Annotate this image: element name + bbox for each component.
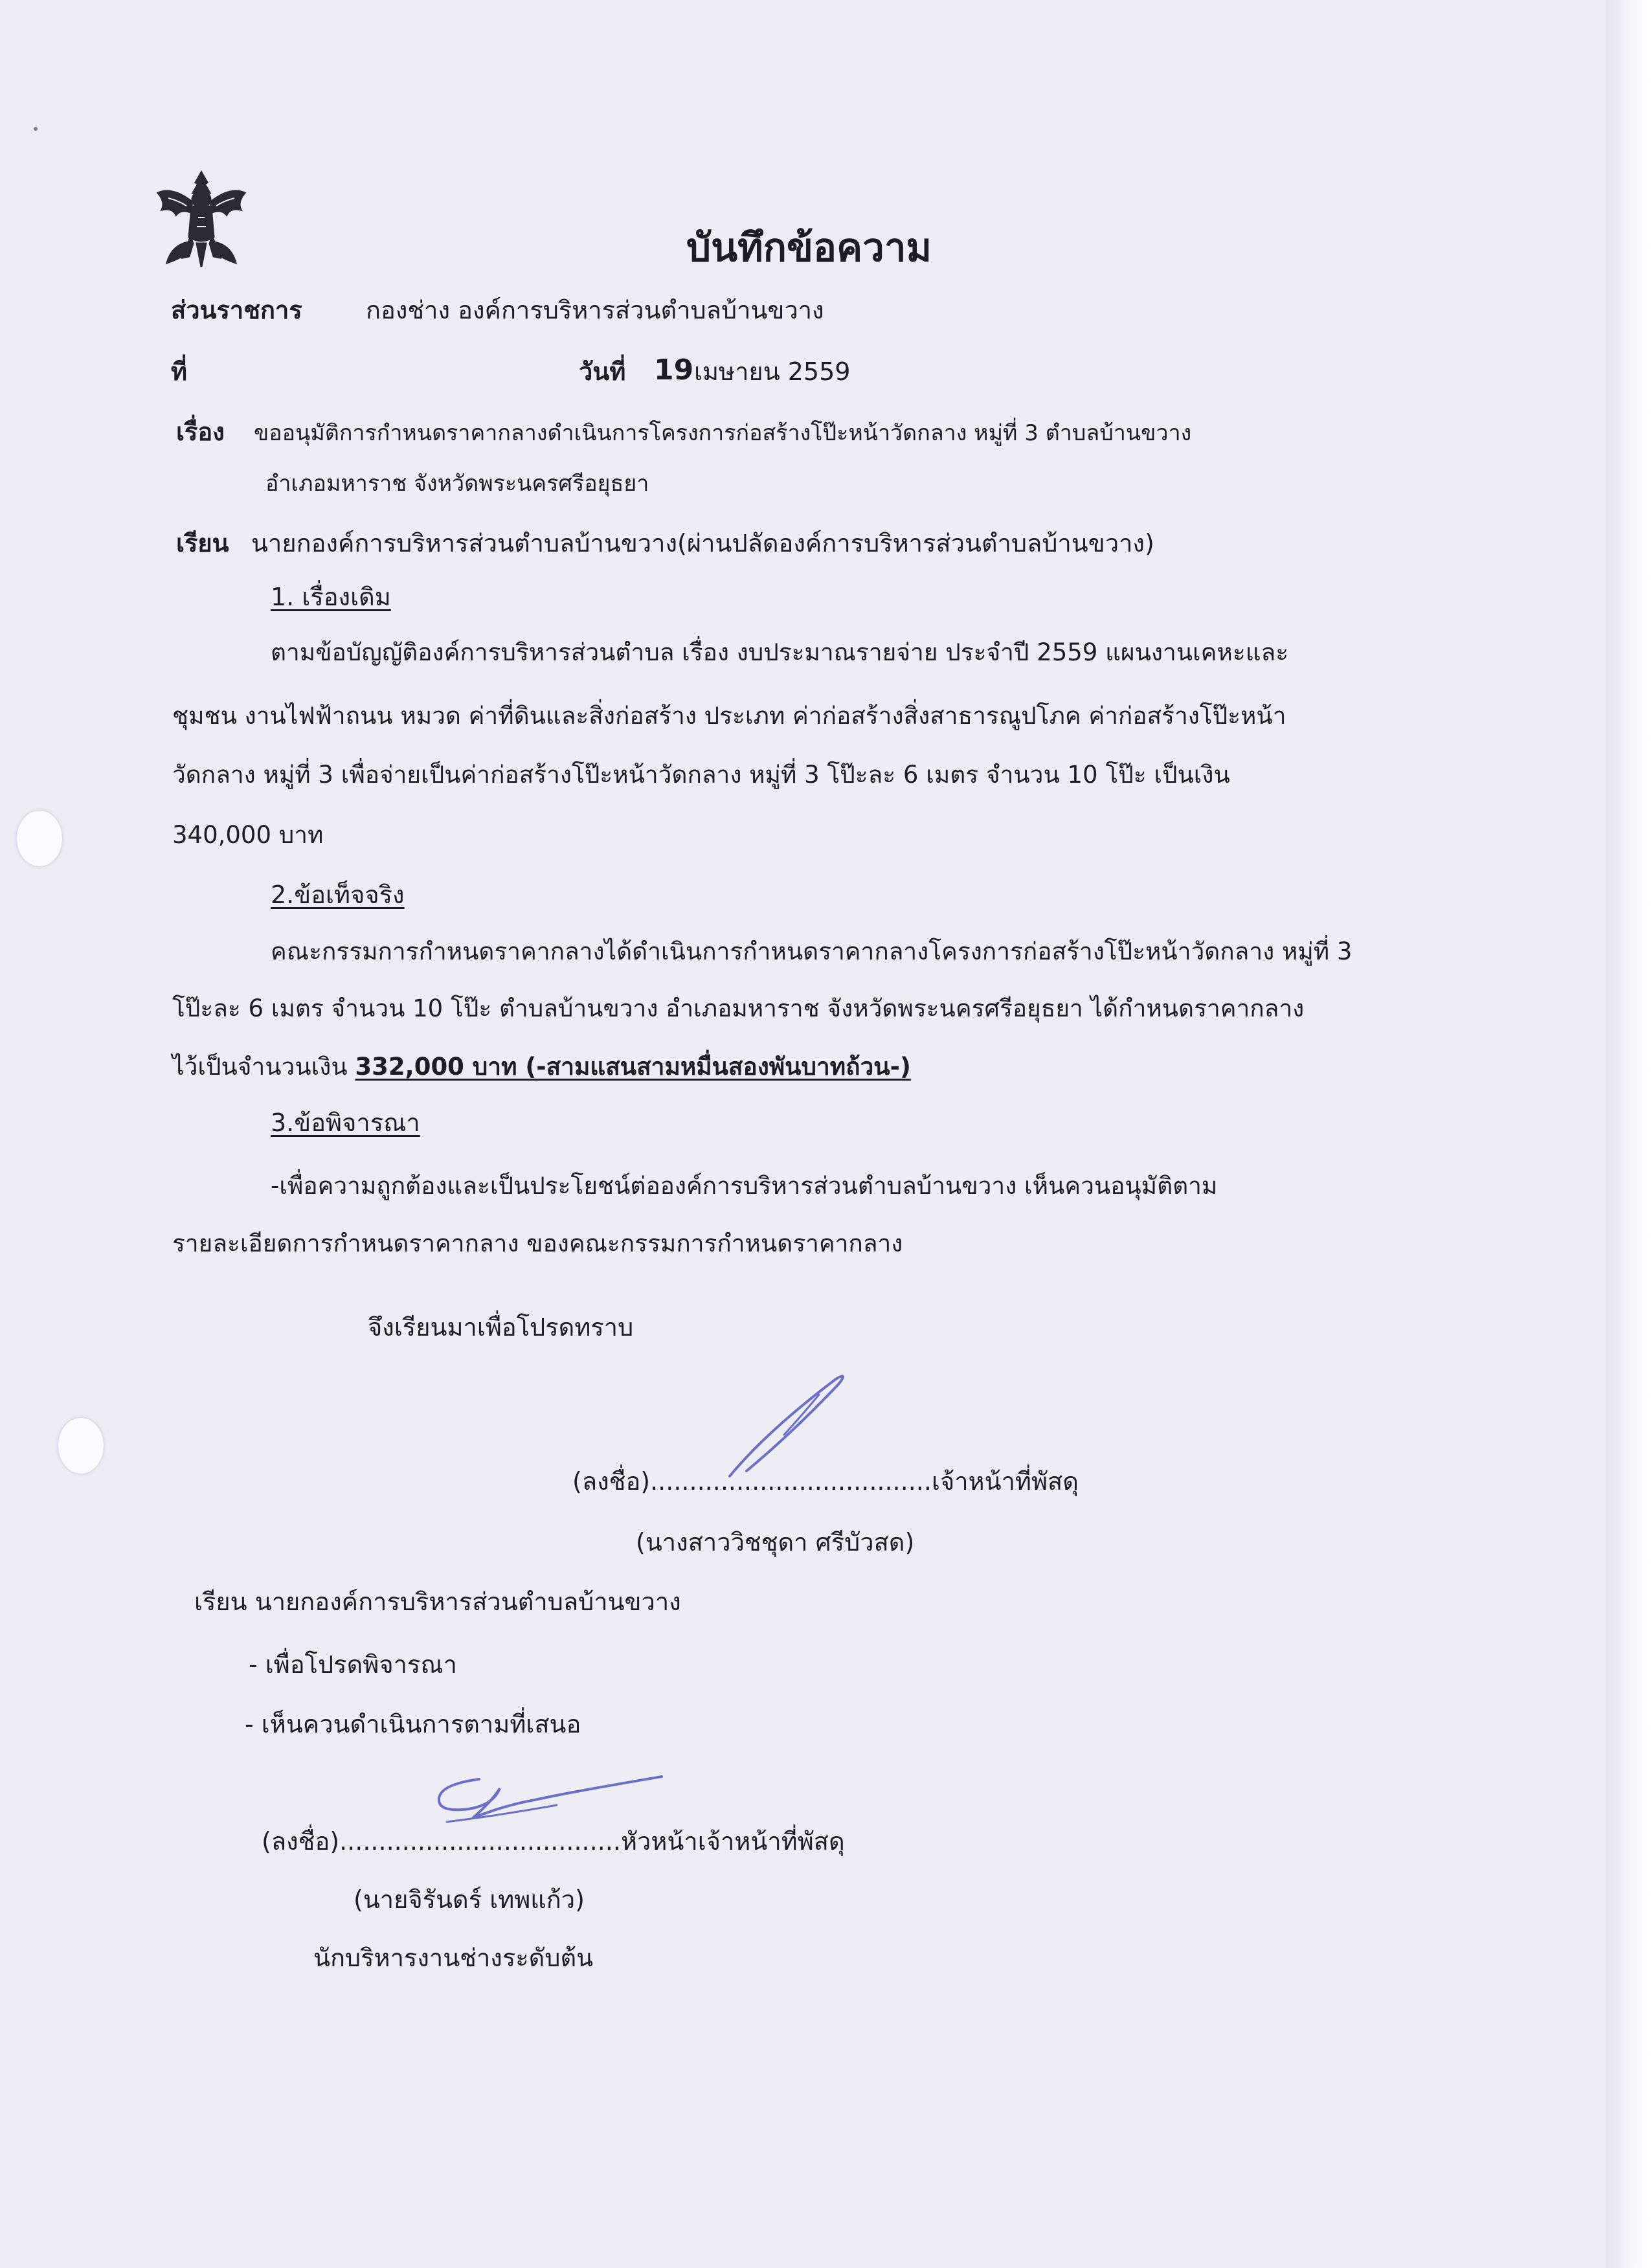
department-value: กองช่าง องค์การบริหารส่วนตำบลบ้านขวาง [366,296,824,324]
date-day: 19 [654,354,694,387]
background-heading: 1. เรื่องเดิม [271,583,391,611]
signature-1-line: (ลงชื่อ)....................................เจ้าหน้าที่พัสดุ [572,1467,1079,1496]
facts-line: โป๊ะละ 6 เมตร จำนวน 10 โป๊ะ ตำบลบ้านขวาง อำเภอมหาราช จังหวัดพระนครศรีอยุธยา ได้กำหนดราคากลาง [172,994,1305,1022]
ref-label: ที่ [171,357,188,386]
facts-line: คณะกรรมการกำหนดราคากลางได้ดำเนินการกำหนดราคากลางโครงการก่อสร้างโป๊ะหน้าวัดกลาง หมู่ที่ 3 [271,938,1353,965]
background-line: วัดกลาง หมู่ที่ 3 เพื่อจ่ายเป็นค่าก่อสร้างโป๊ะหน้าวัดกลาง หมู่ที่ 3 โป๊ะละ 6 เมตร จำนวน 10 โป๊ะ เป็นเงิน [172,761,1230,789]
facts-amount-line [172,1051,911,1083]
page-edge-shadow [1606,0,1651,2268]
signature-2-name: (นายจิรันดร์ เทพแก้ว) [354,1885,585,1914]
date-month-year: เมษายน 2559 [694,357,851,386]
subject-label: เรื่อง [176,418,225,446]
to-label: เรียน [176,529,229,557]
signature-1-name: (นางสาววิชชุดา ศรีบัวสด) [636,1528,915,1556]
facts-heading: 2.ข้อเท็จจริง [271,881,405,909]
closing-text: จึงเรียนมาเพื่อโปรดทราบ [368,1313,634,1342]
garuda-emblem-icon [153,167,250,271]
background-line: 340,000 บาท [172,821,324,849]
punch-hole-bottom [58,1418,104,1474]
signature-2-position: นักบริหารงานช่างระดับต้น [313,1944,594,1972]
endorsement-item: - เพื่อโปรดพิจารณา [249,1650,457,1679]
background-line: ชุมชน งานไฟฟ้าถนน หมวด ค่าที่ดินและสิ่งก่อสร้าง ประเภท ค่าก่อสร้างสิ่งสาธารณูปโภค ค่าก่อสร้างโป๊ะหน้า [172,702,1286,730]
consider-heading: 3.ข้อพิจารณา [271,1108,420,1137]
page-title: บันทึกข้อความ [686,225,932,271]
background-line: ตามข้อบัญญัติองค์การบริหารส่วนตำบล เรื่อง งบประมาณรายจ่าย ประจำปี 2559 แผนงานเคหะและ [271,638,1289,666]
department-label: ส่วนราชการ [171,296,302,324]
subject-line-1: ขออนุมัติการกำหนดราคากลางดำเนินการโครงการก่อสร้างโป๊ะหน้าวัดกลาง หมู่ที่ 3 ตำบลบ้านขวาง [254,420,1192,446]
date-label: วันที่ [579,357,626,386]
subject-line-2: อำเภอมหาราช จังหวัดพระนครศรีอยุธยา [265,471,649,497]
punch-hole-top [17,811,62,866]
endorsement-item: - เห็นควนดำเนินการตามที่เสนอ [245,1710,581,1738]
facts-amount: 332,000 บาท (-สามแสนสามหมื่นสองพันบาทถ้วน-) [355,1053,911,1081]
facts-amount-prefix: ไว้เป็นจำนวนเงิน [172,1053,355,1081]
endorsement-to: เรียน นายกองค์การบริหารส่วนตำบลบ้านขวาง [194,1588,681,1616]
scan-speck [34,127,38,131]
consider-line: รายละเอียดการกำหนดราคากลาง ของคณะกรรมการกำหนดราคากลาง [172,1229,903,1257]
signature-2-line: (ลงชื่อ)....................................หัวหน้าเจ้าหน้าที่พัสดุ [262,1827,845,1856]
consider-line: -เพื่อความถูกต้องและเป็นประโยชน์ต่อองค์การบริหารส่วนตำบลบ้านขวาง เห็นควนอนุมัติตาม [271,1172,1218,1200]
to-value: นายกองค์การบริหารส่วนตำบลบ้านขวาง(ผ่านปลัดองค์การบริหารส่วนตำบลบ้านขวาง) [251,529,1154,557]
